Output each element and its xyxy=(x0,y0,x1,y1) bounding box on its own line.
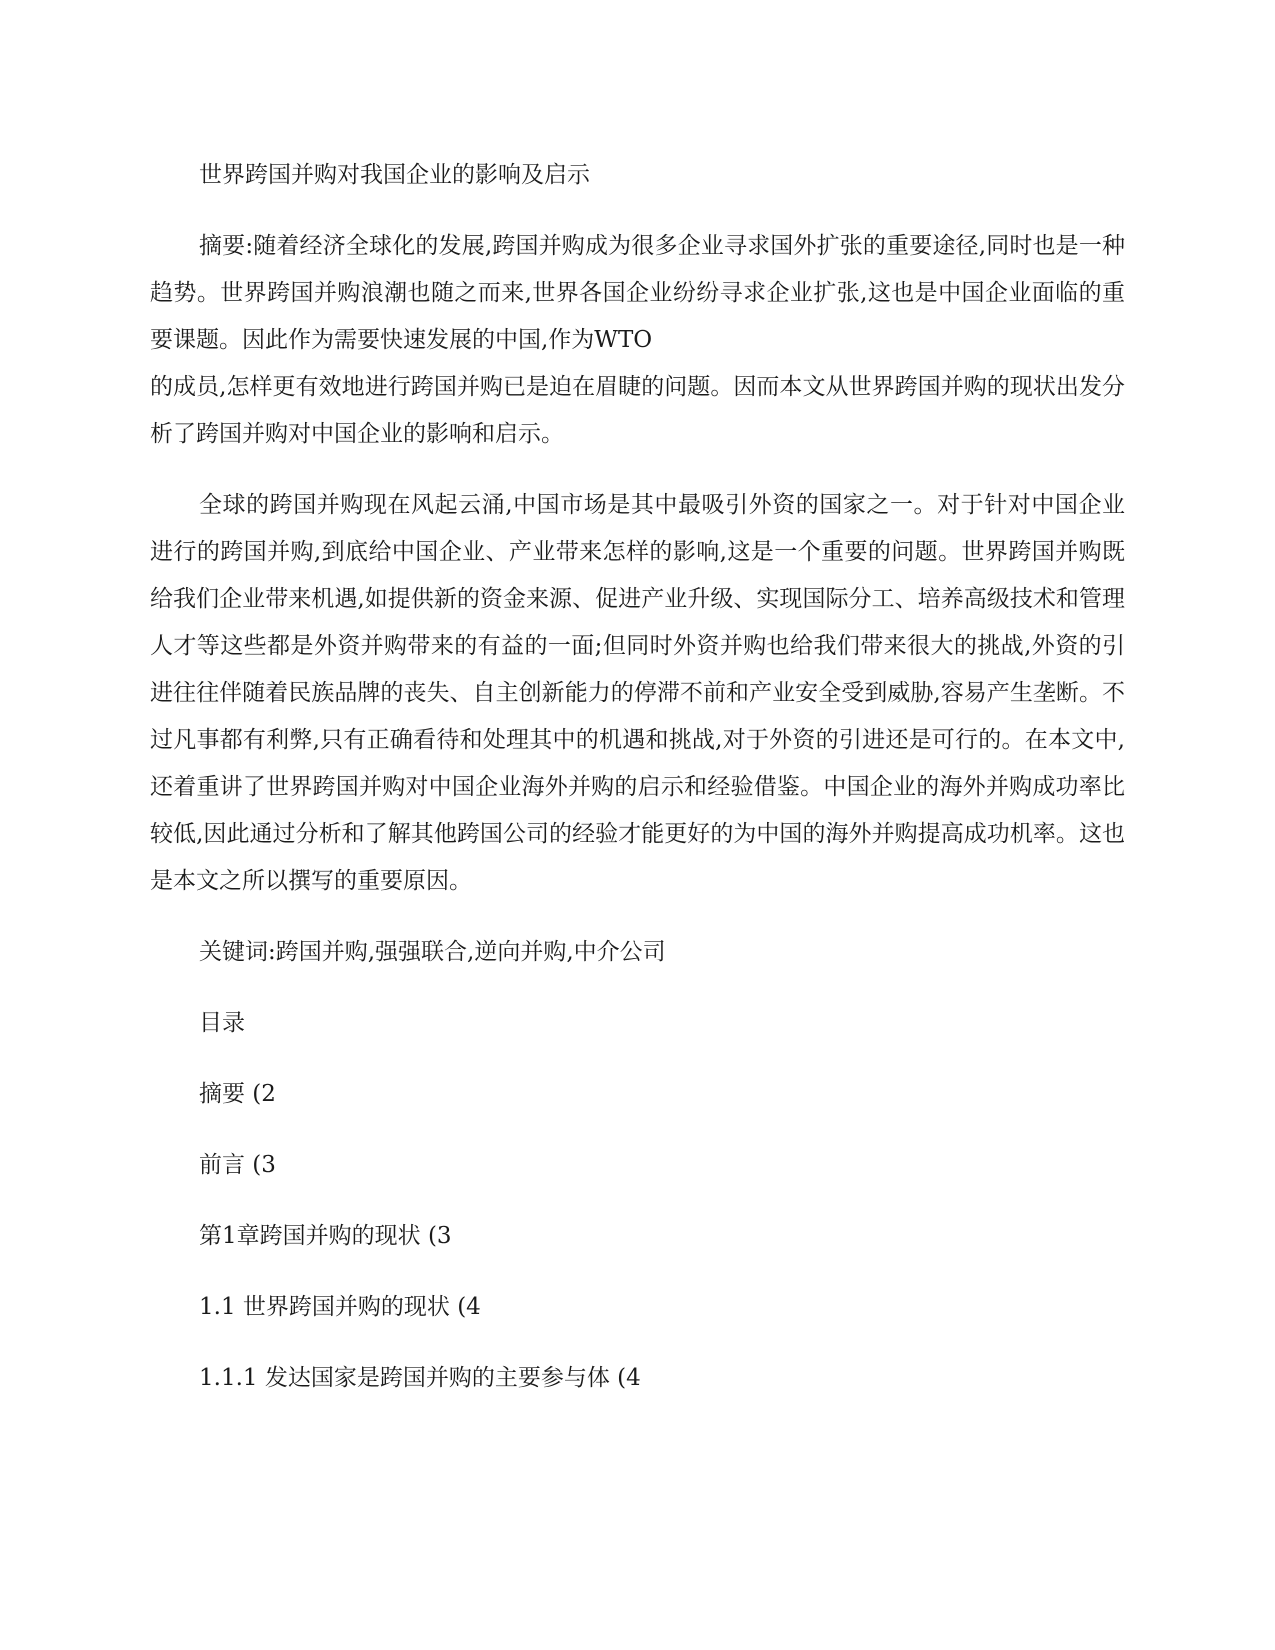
toc-entry-abstract: 摘要 (2 xyxy=(199,1081,276,1107)
abstract-paragraph-part-1: 摘要:随着经济全球化的发展,跨国并购成为很多企业寻求国外扩张的重要途径,同时也是一种趋势。世界跨国并购浪潮也随之而来,世界各国企业纷纷寻求企业扩张,这也是中国企业面临的重要课题。因此作为需要快速发展的中国,作为WTO xyxy=(150,233,1125,353)
document-title: 世界跨国并购对我国企业的影响及启示 xyxy=(199,162,590,188)
keywords-line: 关键词:跨国并购,强强联合,逆向并购,中介公司 xyxy=(199,939,666,965)
document-content xyxy=(150,152,1125,1426)
abstract-paragraph-part-2: 的成员,怎样更有效地进行跨国并购已是迫在眉睫的问题。因而本文从世界跨国并购的现状出发分析了跨国并购对中国企业的影响和启示。 xyxy=(150,374,1125,447)
toc-title: 目录 xyxy=(199,1010,245,1036)
toc-entry-chapter-1: 第1章跨国并购的现状 (3 xyxy=(199,1223,452,1249)
body-paragraph: 全球的跨国并购现在风起云涌,中国市场是其中最吸引外资的国家之一。对于针对中国企业进行的跨国并购,到底给中国企业、产业带来怎样的影响,这是一个重要的问题。世界跨国并购既给我们企业带来机遇,如提供新的资金来源、促进产业升级、实现国际分工、培养高级技术和管理人才等这些都是外资并购带来的有益的一面;但同时外资并购也给我们带来很大的挑战,外资的引进往往伴随着民族品牌的丧失、自主创新能力的停滞不前和产业安全受到威胁,容易产生垄断。不过凡事都有利弊,只有正确看待和处理其中的机遇和挑战,对于外资的引进还是可行的。在本文中,还着重讲了世界跨国并购对中国企业海外并购的启示和经验借鉴。中国企业的海外并购成功率比较低,因此通过分析和了解其他跨国公司的经验才能更好的为中国的海外并购提高成功机率。这也是本文之所以撰写的重要原因。 xyxy=(150,492,1125,894)
toc-entry-section-1-1: 1.1 世界跨国并购的现状 (4 xyxy=(199,1294,481,1320)
toc-entry-section-1-1-1: 1.1.1 发达国家是跨国并购的主要参与体 (4 xyxy=(199,1365,641,1391)
toc-entry-preface: 前言 (3 xyxy=(199,1152,276,1178)
